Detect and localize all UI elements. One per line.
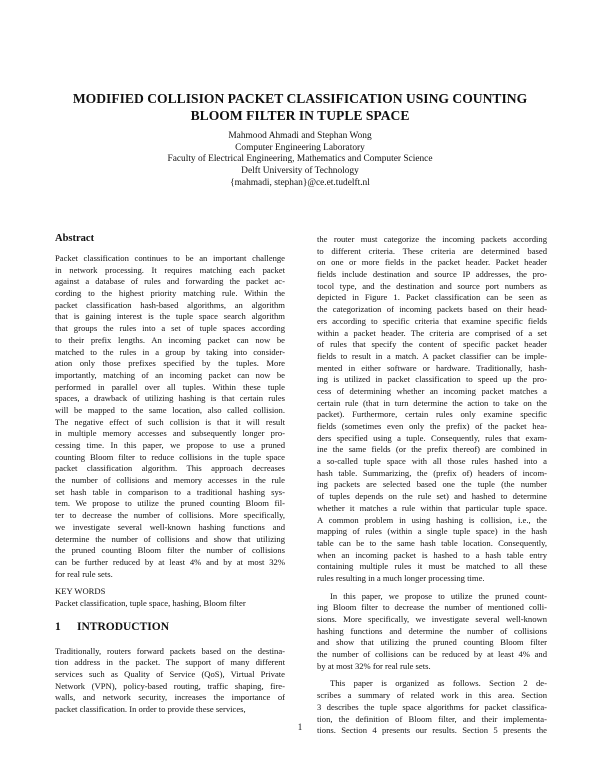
- keywords-text: Packet classification, tuple space, hashing, Bloom filter: [55, 597, 246, 608]
- abstract-line: matched to the rules in a group by taking into consider-: [55, 346, 285, 357]
- abstract-line: importantly, matching of an incoming packet can now be: [55, 369, 285, 380]
- intro-line: ders specified using a tuple. Consequently, rules that exam-: [317, 432, 547, 443]
- intro-line: scribes a summary of related work in this area. Section: [317, 690, 547, 701]
- intro-line: packet classification. In order to provide these services,: [55, 704, 246, 715]
- author-line: Mahmood Ahmadi and Stephan Wong: [228, 131, 372, 141]
- intro-line: to different criteria. These criteria are determined based: [317, 245, 547, 256]
- abstract-line: The negative effect of such collision is that it will result: [55, 416, 285, 427]
- author-line: Faculty of Electrical Engineering, Mathematics and Computer Science: [167, 154, 433, 165]
- intro-line: the number of collisions can be reduced by at least 4% and: [317, 649, 547, 660]
- abstract-line: the pruned counting Bloom filter the number of collisions: [55, 545, 285, 556]
- intro-line: tion, the definition of Bloom filter, and their implementa-: [317, 713, 547, 724]
- paper-title: [40, 90, 560, 124]
- intro-line: of rules that specify the content of specific packet header: [317, 339, 547, 350]
- intro-line: ine the same fields (or the prefix thereof) are combined in: [317, 444, 547, 455]
- intro-line: tocol type, and the destination and source port numbers as: [317, 280, 547, 291]
- abstract-line: packet classification algorithm. This approach decreases: [55, 463, 285, 474]
- intro-line: by at most 32% for real rule sets.: [317, 660, 431, 671]
- intro-line: ers according to specific criteria that examine specific fields: [317, 315, 547, 326]
- section-number: 1: [55, 620, 61, 633]
- intro-line: packet). Furthermore, certain rules only examine specific: [317, 409, 547, 420]
- abstract-line: the number of collisions and memory accesses in the rule: [55, 475, 285, 486]
- intro-line: In this paper, we propose to utilize the pruned count-: [330, 590, 547, 601]
- intro-line: depicted in Figure 1. Packet classification can be seen as: [317, 292, 547, 303]
- intro-line: table can be to the same hash table location. Consequently,: [317, 537, 547, 548]
- abstract-line: for real rule sets.: [55, 568, 113, 579]
- intro-line: ing packets are selected based one the tuple (the number: [317, 479, 547, 490]
- intro-line: ing Bloom filter to decrease the number of mentioned colli-: [317, 602, 547, 613]
- abstract-line: tem. We propose to utilize the pruned counting Bloom fil-: [55, 498, 285, 509]
- abstract-line: cording to the highest priority matching rule. Within the: [55, 288, 285, 299]
- intro-line: on one or more fields in the packet header. Packet header: [317, 257, 547, 268]
- intro-line: cess of determining whether an incoming packet matches a: [317, 385, 547, 396]
- intro-line: mapping of rules (within a single tuple space) in the hash: [317, 526, 547, 537]
- intro-line: hashing functions and determine the number of collisions: [317, 625, 547, 636]
- abstract-line: ation only those prefixes specified by the tuples. More: [55, 358, 285, 369]
- intro-line: services such as Quality of Service (QoS), Virtual Private: [55, 669, 285, 679]
- intro-line: mented in either software or hardware. Traditionally, hash-: [317, 362, 547, 373]
- intro-line: within a packet header. The criteria are comprised of a set: [317, 327, 547, 338]
- abstract-line: against a database of rules and forwarding the packet ac-: [55, 276, 285, 287]
- abstract-line: in network processing. It requires matching each packet: [55, 264, 285, 275]
- section-title: INTRODUCTION: [77, 620, 170, 633]
- abstract-line: performed in parallel over all tuples. Within these tuple: [55, 381, 285, 392]
- intro-line: of tuples depends on the rule set) and hashed to determine: [317, 491, 547, 502]
- intro-line: the router must categorize the incoming packets according: [317, 234, 547, 244]
- intro-line: when an incoming packet is hashed to a hash table entry: [317, 549, 547, 560]
- title-line: BLOOM FILTER IN TUPLE SPACE: [190, 108, 410, 123]
- intro-line: A common problem in using hashing is collision, i.e., the: [317, 514, 547, 525]
- intro-line: hash table. Summarizing, the (prefix of) headers of incom-: [317, 467, 547, 478]
- introduction-heading: [55, 622, 285, 636]
- abstract-line: in multiple memory accesses and subsequently longer pro-: [55, 428, 285, 439]
- abstract-line: to their prefix lengths. An incoming packet can now be: [55, 334, 285, 345]
- intro-line: rules resulting in a much longer processing time.: [317, 572, 485, 583]
- abstract-body: [55, 253, 285, 580]
- intro-line: tion address in the packet. The support of many different: [55, 657, 285, 668]
- intro-line: walls, and network security, increases the importance of: [55, 692, 285, 703]
- keywords-heading: KEY WORDS: [55, 586, 106, 597]
- title-line: MODIFIED COLLISION PACKET CLASSIFICATION USING COUNTING: [72, 91, 528, 106]
- intro-line: fields include destination and source IP addresses, the pro-: [317, 269, 547, 280]
- intro-line: and show that utilizing the pruned counting Bloom filter: [317, 637, 547, 648]
- abstract-line: determine the number of collisions and show that utilizing: [55, 533, 285, 544]
- intro-line: Network (VPN), policy-based routing, traffic shaping, fire-: [55, 680, 285, 691]
- page-number: 1: [297, 722, 303, 732]
- abstract-line: will be mapped to the same location, also called collision.: [55, 404, 285, 415]
- abstract-line: that groups the rules into a set of tuple spaces according: [55, 323, 285, 334]
- right-column: [317, 234, 547, 737]
- introduction-paragraph-1: [317, 234, 547, 585]
- intro-line: a so-called tuple space with all those rules hashed into a: [317, 456, 547, 467]
- abstract-line: that is gaining interest is the tuple space search algorithm: [55, 311, 285, 322]
- author-line: Delft University of Technology: [241, 166, 359, 177]
- intro-line: Traditionally, routers forward packets based on the destina-: [55, 645, 285, 656]
- intro-line: sions. More specifically, we investigate several well-known: [317, 614, 547, 624]
- intro-line: containing multiple rules it must be matched to all these: [317, 561, 547, 572]
- intro-line: whether it matches a rule within that particular tuple space.: [317, 502, 547, 513]
- intro-line: fields to result in a match. A packet classifier can be imple-: [317, 350, 547, 361]
- abstract-heading: Abstract: [55, 233, 95, 244]
- abstract-line: counting Bloom filter to reduce collisions in the tuple space: [55, 451, 285, 462]
- abstract-line: set hash table in comparison to a traditional hashing sys-: [55, 486, 285, 497]
- abstract-line: Packet classification continues to be an important challenge: [55, 253, 285, 263]
- intro-line: tions. Section 4 presents our results. Section 5 presents the: [317, 725, 547, 736]
- author-line: Computer Engineering Laboratory: [235, 142, 365, 153]
- abstract-line: spaces, a drawback of utilizing hashing is that certain rules: [55, 393, 285, 404]
- author-line: {mahmadi, stephan}@ce.et.tudelft.nl: [230, 177, 370, 188]
- intro-line: This paper is organized as follows. Section 2 de-: [330, 678, 547, 689]
- author-block: [40, 131, 560, 190]
- abstract-line: cessing time. In this paper, we propose to use a pruned: [55, 440, 285, 450]
- intro-line: ing is utilized in packet classification to speed up the pro-: [317, 374, 547, 385]
- introduction-body-left: [55, 646, 285, 716]
- abstract-line: packet classification hash-based algorithms, an algorithm: [55, 299, 285, 310]
- intro-line: the categorization of incoming packets based on their head-: [317, 304, 547, 315]
- abstract-line: can be further reduced by at least 4% and by at most 32%: [55, 556, 285, 567]
- abstract-line: we investigate several well-known hashing functions and: [55, 521, 285, 532]
- abstract-line: ter to decrease the number of collisions. More specifically,: [55, 510, 285, 521]
- intro-line: certain rule (that in turn determine the action to take on the: [317, 397, 547, 408]
- intro-line: fields (sometimes even only the prefix) of the packet hea-: [317, 421, 547, 431]
- left-column: [55, 233, 285, 716]
- intro-line: 3 describes the tuple space algorithms for packet classifica-: [317, 701, 547, 712]
- introduction-paragraph-2: [317, 591, 547, 673]
